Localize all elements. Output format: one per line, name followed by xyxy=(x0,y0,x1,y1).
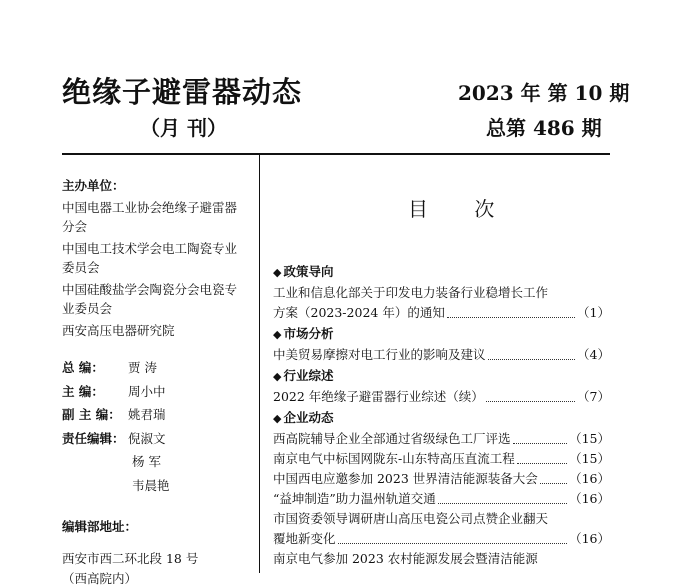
masthead-sidebar xyxy=(62,176,252,588)
staff-role: 副 主 编： xyxy=(62,405,128,425)
sponsor-org: 中国电器工业协会绝缘子避雷器分会 xyxy=(62,198,252,237)
toc-entry-line[interactable]: 市国资委领导调研唐山高压电瓷公司点赞企业翻天 xyxy=(273,509,610,529)
diamond-bullet-icon: ◆ xyxy=(273,370,281,383)
table-of-contents xyxy=(273,261,610,569)
staff-name: 杨 军 xyxy=(62,452,252,472)
toc-entry[interactable] xyxy=(273,387,610,407)
toc-entry-title: 2022 年绝缘子避雷器行业综述（续） xyxy=(273,387,484,407)
toc-entry[interactable] xyxy=(273,529,610,549)
toc-section-label: 市场分析 xyxy=(283,326,333,341)
toc-page-number: （15） xyxy=(569,449,610,469)
address-line: 西安市西二环北段 18 号 xyxy=(62,549,252,569)
toc-entry-title: 南京电气中标国网陇东-山东特高压直流工程 xyxy=(273,449,515,469)
toc-section-label: 行业综述 xyxy=(283,368,333,383)
staff-role: 主 编： xyxy=(62,382,128,402)
leader-dots xyxy=(517,463,567,464)
toc-page-number: （16） xyxy=(569,529,610,549)
leader-dots xyxy=(338,543,568,544)
staff-name: 贾 涛 xyxy=(128,358,252,378)
toc-entry-line[interactable]: 南京电气参加 2023 农村能源发展会暨清洁能源 xyxy=(273,549,610,569)
leader-dots xyxy=(540,483,567,484)
toc-entry-line[interactable]: 工业和信息化部关于印发电力装备行业稳增长工作 xyxy=(273,283,610,303)
staff-name: 倪淑文 xyxy=(128,429,252,449)
leader-dots xyxy=(513,443,568,444)
issue-number: 2023 年 第 10 期 xyxy=(458,77,629,106)
toc-entry[interactable] xyxy=(273,489,610,509)
header-rule xyxy=(62,153,610,155)
staff-row xyxy=(62,405,252,425)
toc-section-title xyxy=(273,262,610,283)
toc-entry-title: 方案（2023-2024 年）的通知 xyxy=(273,303,445,323)
address-label: 编辑部地址： xyxy=(62,517,252,537)
toc-section-title xyxy=(273,366,610,387)
toc-entry-title: 覆地新变化 xyxy=(273,529,336,549)
sponsor-label: 主办单位： xyxy=(62,176,252,196)
toc-page-number: （4） xyxy=(577,345,610,365)
total-issue-number: 总第 486 期 xyxy=(486,112,602,141)
staff-row xyxy=(62,476,252,496)
toc-entry-title: “益坤制造”助力温州轨道交通 xyxy=(273,489,436,509)
staff-name: 韦晨艳 xyxy=(62,476,252,496)
toc-entry[interactable] xyxy=(273,429,610,449)
editorial-staff xyxy=(62,358,252,495)
journal-title: 绝缘子避雷器动态 xyxy=(62,70,302,111)
leader-dots xyxy=(486,401,575,402)
sponsor-org: 中国硅酸盐学会陶瓷分会电瓷专业委员会 xyxy=(62,280,252,319)
leader-dots xyxy=(447,317,575,318)
leader-dots xyxy=(438,503,567,504)
toc-section-title xyxy=(273,324,610,345)
diamond-bullet-icon: ◆ xyxy=(273,266,281,279)
leader-dots xyxy=(488,359,576,360)
toc-page-number: （7） xyxy=(577,387,610,407)
staff-name: 周小中 xyxy=(128,382,252,402)
toc-section-label: 企业动态 xyxy=(283,410,333,425)
toc-entry[interactable] xyxy=(273,469,610,489)
column-divider xyxy=(259,153,260,573)
staff-role: 责任编辑： xyxy=(62,429,128,449)
toc-page-number: （15） xyxy=(569,429,610,449)
toc-page-number: （1） xyxy=(577,303,610,323)
staff-role: 总 编： xyxy=(62,358,128,378)
toc-heading: 目 次 xyxy=(408,193,514,222)
staff-row xyxy=(62,382,252,402)
toc-page-number: （16） xyxy=(569,489,610,509)
toc-entry-title: 中国西电应邀参加 2023 世界清洁能源装备大会 xyxy=(273,469,538,489)
diamond-bullet-icon: ◆ xyxy=(273,412,281,425)
toc-entry[interactable] xyxy=(273,345,610,365)
sponsor-org: 西安高压电器研究院 xyxy=(62,321,252,341)
journal-frequency: （月 刊） xyxy=(140,112,227,141)
toc-section-title xyxy=(273,408,610,429)
staff-row xyxy=(62,452,252,472)
toc-entry[interactable] xyxy=(273,449,610,469)
toc-page-number: （16） xyxy=(569,469,610,489)
toc-entry-title: 中美贸易摩擦对电工行业的影响及建议 xyxy=(273,345,486,365)
diamond-bullet-icon: ◆ xyxy=(273,328,281,341)
toc-section-label: 政策导向 xyxy=(283,264,333,279)
staff-row xyxy=(62,358,252,378)
toc-entry[interactable] xyxy=(273,303,610,323)
staff-row xyxy=(62,429,252,449)
staff-name: 姚君瑞 xyxy=(128,405,252,425)
sponsor-org: 中国电工技术学会电工陶瓷专业委员会 xyxy=(62,239,252,278)
toc-entry-title: 西高院辅导企业全部通过省级绿色工厂评选 xyxy=(273,429,511,449)
address-line: （西高院内） xyxy=(62,569,252,588)
